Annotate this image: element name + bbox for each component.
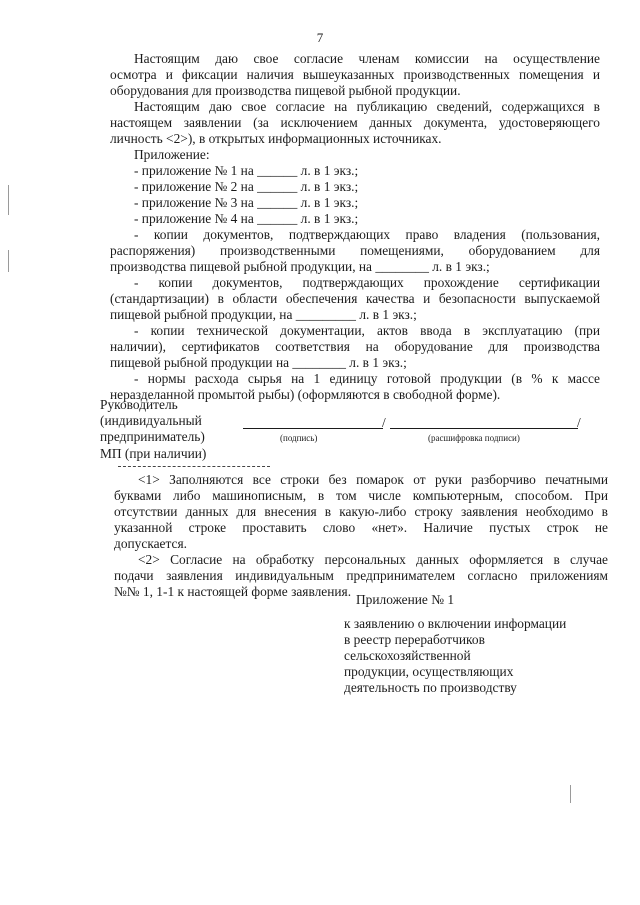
signer-role-line-1: Руководитель <box>100 397 178 412</box>
consent-p2-line-3: личность <2>), в открытых информационных источниках. <box>110 131 442 146</box>
attachment-item: - приложение № 4 на ______ л. в 1 экз.; <box>134 211 359 226</box>
footnote-1-line: <1> Заполняются все строки без помарок от руки разборчиво печатными <box>138 472 608 487</box>
scan-mark <box>8 185 9 215</box>
appendix-line: продукции, осуществляющих <box>344 664 514 679</box>
attachment-item: распоряжения) производственными помещениями, оборудованием для <box>110 243 600 258</box>
attachment-item: - приложение № 3 на ______ л. в 1 экз.; <box>134 195 359 210</box>
signature-slash: / <box>382 415 386 430</box>
attachment-item: - копии документов, подтверждающих прохождение сертификации <box>134 275 600 290</box>
consent-p2-line-2: настоящем заявлении (за исключением данных документа, удостоверяющего <box>110 115 600 130</box>
footnote-1-line: отсутствии данных для внесения в какую-либо строку заявления необходимо в <box>114 504 608 519</box>
attachment-item: - копии технической документации, актов ввода в эксплуатацию (при <box>134 323 600 338</box>
attachment-item: неразделанной промытой рыбы) (оформляются в свободной форме). <box>110 387 501 402</box>
signer-role-line-3: предприниматель) <box>100 429 205 444</box>
page-number: 7 <box>316 30 324 45</box>
appendix-line: к заявлению о включении информации <box>344 616 567 631</box>
signature-slash: / <box>577 415 581 430</box>
attachment-item: - нормы расхода сырья на 1 единицу готовой продукции (в % к массе <box>134 371 600 386</box>
consent-p1-line-1: Настоящим даю свое согласие членам комиссии на осуществление <box>134 51 600 66</box>
footnote-2-line: №№ 1, 1-1 к настоящей форме заявления. <box>114 584 352 599</box>
appendix-line: деятельность по производству <box>344 680 517 695</box>
attachment-item: (стандартизации) в области обеспечения качества и безопасности выпускаемой <box>110 291 600 306</box>
consent-p2-line-1: Настоящим даю свое согласие на публикацию сведений, содержащихся в <box>134 99 600 114</box>
appendix-line: сельскохозяйственной <box>344 648 471 663</box>
signature-caption: (подпись) <box>280 433 318 443</box>
scan-mark <box>570 785 571 803</box>
consent-p1-line-3: оборудования для производства пищевой рыбной продукции. <box>110 83 461 98</box>
signature-decode-line <box>390 428 578 429</box>
footnote-1-line: указанной строке проставить слово «нет». Наличие пустых строк не <box>114 520 608 535</box>
attachment-item: наличии), сертификатов соответствия на оборудование для производства <box>110 339 600 354</box>
footnote-separator <box>118 466 270 467</box>
scan-mark <box>8 250 9 272</box>
signer-role-line-2: (индивидуальный <box>100 413 202 428</box>
signature-decode-caption: (расшифровка подписи) <box>428 433 520 443</box>
footnote-2-line: <2> Согласие на обработку персональных данных оформляется в случае <box>138 552 608 567</box>
signature-line <box>243 428 383 429</box>
footnote-1-line: буквами либо машинописным, в том числе компьютерным, способом. При <box>114 488 608 503</box>
attachment-item: - приложение № 2 на ______ л. в 1 экз.; <box>134 179 359 194</box>
attachment-item: - приложение № 1 на ______ л. в 1 экз.; <box>134 163 359 178</box>
appendix-line: в реестр переработчиков <box>344 632 485 647</box>
stamp-label: МП (при наличии) <box>100 446 207 461</box>
appendix-title: Приложение № 1 <box>356 592 455 607</box>
attachment-item: пищевой рыбной продукции на ________ л. в 1 экз.; <box>110 355 407 370</box>
attachment-item: - копии документов, подтверждающих право владения (пользования, <box>134 227 600 242</box>
attachment-item: пищевой рыбной продукции, на _________ л. в 1 экз.; <box>110 307 417 322</box>
attachments-heading: Приложение: <box>134 147 210 162</box>
footnote-2-line: подачи заявления индивидуальным предпринимателем согласно приложениям <box>114 568 608 583</box>
footnote-1-line: допускается. <box>114 536 187 551</box>
attachment-item: производства пищевой рыбной продукции, на ________ л. в 1 экз.; <box>110 259 490 274</box>
consent-p1-line-2: осмотра и фиксации наличия вышеуказанных производственных помещения и <box>110 67 600 82</box>
